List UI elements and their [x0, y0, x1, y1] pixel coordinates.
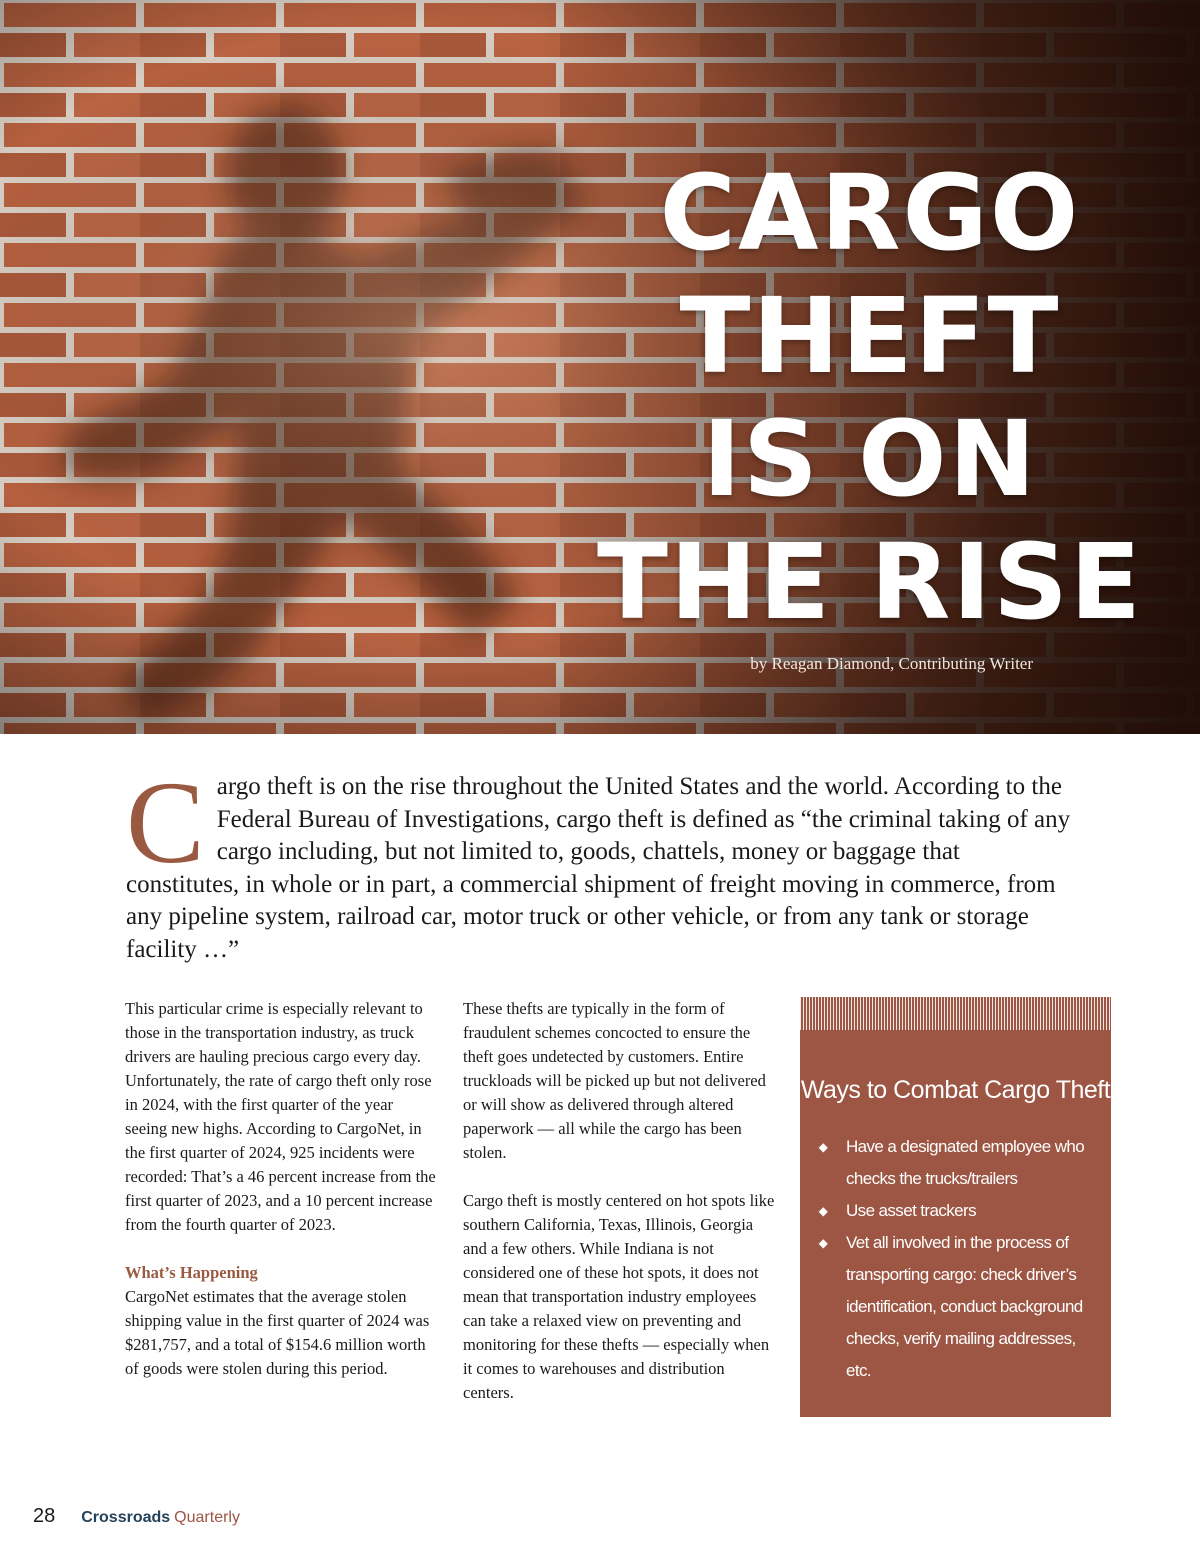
sidebar-list-item — [816, 1195, 1095, 1227]
section-heading-whats-happening: What’s Happening — [125, 1263, 258, 1282]
diamond-bullet-icon: ◆ — [818, 1140, 828, 1154]
body-column-1 — [125, 997, 437, 1381]
sidebar-box — [800, 997, 1111, 1417]
title-line-1: CARGO — [659, 152, 1081, 274]
intro-text: argo theft is on the rise throughout the United States and the world. According to the Federal Bureau of Investigations, cargo theft is defined as “the criminal taking of any cargo including, but not limited to, goods, chattels, money or baggage that constitutes, in whole or in part, a commercial shipment of freight moving in commerce, from any pipeline system, railroad car, motor truck or other vehicle, or from any tank or storage facility …” — [126, 773, 1071, 963]
title-line-4: THE RISE — [597, 521, 1143, 643]
hero-banner — [0, 0, 1200, 734]
diamond-bullet-icon: ◆ — [818, 1204, 828, 1218]
title-line-2: THEFT — [679, 275, 1061, 397]
sidebar-item-text: Vet all involved in the process of transporting cargo: check driver’s identification, conduct background checks, verify mailing addresses, etc. — [846, 1233, 1083, 1380]
title-line-3: IS ON — [702, 398, 1038, 520]
sidebar-list-item — [816, 1131, 1095, 1195]
column1-paragraph-2: CargoNet estimates that the average stolen shipping value in the first quarter of 2024 was $281,757, and a total of $154.6 million worth of goods were stolen during this period. — [125, 1287, 430, 1378]
byline: by Reagan Diamond, Contributing Writer — [750, 654, 1033, 673]
sidebar-title: Ways to Combat Cargo Theft — [800, 1076, 1111, 1104]
drop-cap: C — [126, 757, 205, 888]
sidebar-stripe-decoration — [800, 997, 1111, 1030]
sidebar-list-item — [816, 1227, 1095, 1387]
page-number: 28 — [33, 1505, 56, 1527]
page-footer — [33, 1505, 240, 1528]
column2-paragraph-2: Cargo theft is mostly centered on hot spots like southern California, Texas, Illinois, Georgia and a few others. While Indiana is not considered one of these hot spots, it does not mean that transportation industry employees can take a relaxed view on preventing and monitoring for these thefts — especially when it comes to warehouses and distribution centers. — [463, 1191, 775, 1402]
publication-name: Crossroads — [81, 1509, 171, 1526]
article-title — [560, 152, 1180, 644]
sidebar-item-text: Use asset trackers — [846, 1201, 976, 1220]
column1-paragraph-1: This particular crime is especially relevant to those in the transportation industry, as truck drivers are hauling precious cargo every day. Unfortunately, the rate of cargo theft only rose in 2024, with the first quarter of the year seeing new highs. According to CargoNet, in the first quarter of 2024, 925 incidents were recorded: That’s a 46 percent increase from the first quarter of 2023, and a 10 percent increase from the fourth quarter of 2023. — [125, 999, 436, 1234]
diamond-bullet-icon: ◆ — [818, 1236, 828, 1250]
publication-name-suffix: Quarterly — [174, 1509, 240, 1526]
sidebar-item-text: Have a designated employee who checks the trucks/trailers — [846, 1137, 1085, 1188]
intro-paragraph — [126, 757, 1076, 966]
sidebar-list — [816, 1131, 1095, 1387]
column2-paragraph-1: These thefts are typically in the form of fraudulent schemes concocted to ensure the theft goes undetected by customers. Entire truckloads will be picked up but not delivered or will show as delivered through altered paperwork — all while the cargo has been stolen. — [463, 999, 766, 1162]
body-column-2 — [463, 997, 775, 1405]
